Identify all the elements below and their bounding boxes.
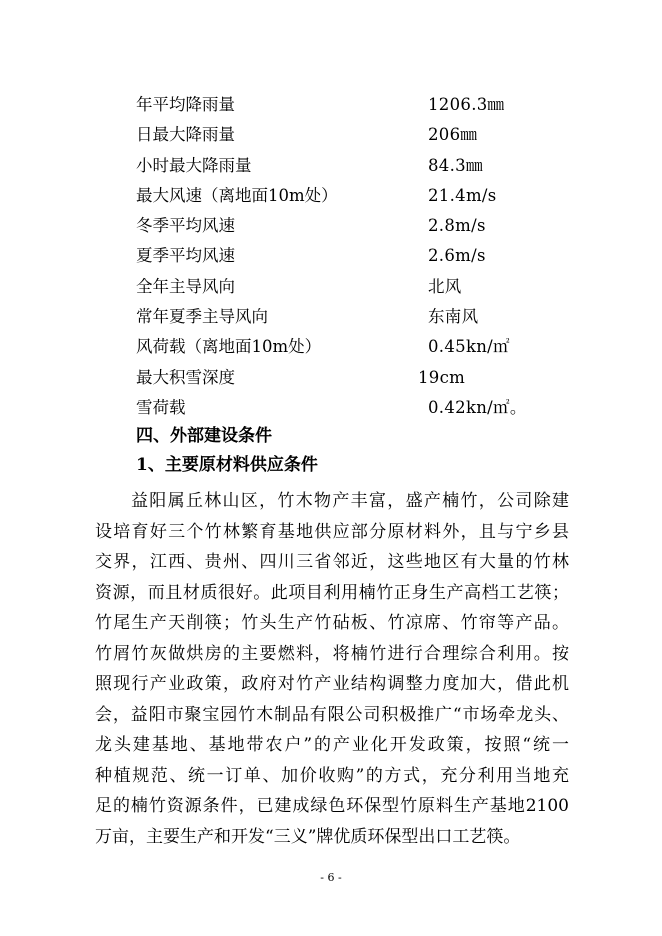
climate-label: 日最大降雨量 bbox=[136, 125, 235, 145]
paragraph-line: 照现行产业政策，政府对竹产业结构调整力度加大，借此机 bbox=[95, 674, 569, 694]
climate-label: 冬季平均风速 bbox=[136, 216, 235, 236]
climate-row bbox=[136, 151, 556, 181]
climate-label: 风荷载（离地面10m处） bbox=[136, 337, 322, 357]
section-heading: 四、外部建设条件 bbox=[136, 426, 272, 446]
page-number: - 6 - bbox=[320, 871, 342, 884]
climate-value: 84.3㎜ bbox=[428, 155, 483, 175]
paragraph-line: 会，益阳市聚宝园竹木制品有限公司积极推广“市场牵龙头、 bbox=[95, 704, 569, 725]
paragraph-line: 足的楠竹资源条件，已建成绿色环保型竹原料生产基地2100 bbox=[95, 796, 569, 816]
climate-label: 夏季平均风速 bbox=[136, 246, 235, 266]
climate-value: 2.6m/s bbox=[428, 246, 486, 266]
climate-row bbox=[136, 332, 556, 362]
climate-label: 小时最大降雨量 bbox=[136, 155, 252, 175]
climate-row bbox=[136, 241, 556, 271]
climate-value: 北风 bbox=[428, 276, 462, 296]
climate-label: 年平均降雨量 bbox=[136, 95, 235, 114]
climate-value: 21.4m/s bbox=[428, 185, 497, 205]
climate-row bbox=[136, 302, 556, 332]
climate-value: 2.8m/s bbox=[428, 216, 486, 236]
climate-value: 0.45kn/㎡ bbox=[428, 337, 510, 357]
climate-value: 19cm bbox=[418, 367, 466, 387]
climate-value: 206㎜ bbox=[428, 125, 478, 145]
paragraph-line: 资源，而且材质很好。此项目利用楠竹正身生产高档工艺筷； bbox=[95, 582, 569, 603]
paragraph-line: 设培育好三个竹林繁育基地供应部分原材料外，且与宁乡县 bbox=[95, 521, 569, 542]
paragraph-line: 益阳属丘林山区，竹木物产丰富，盛产楠竹，公司除建 bbox=[131, 491, 569, 511]
climate-value: 0.42kn/㎡。 bbox=[428, 397, 527, 417]
climate-row bbox=[136, 120, 556, 150]
body-paragraph bbox=[95, 486, 569, 852]
climate-row bbox=[136, 272, 556, 302]
climate-label: 最大风速（离地面10m处） bbox=[136, 185, 338, 205]
climate-row bbox=[136, 90, 556, 120]
climate-label: 最大积雪深度 bbox=[136, 367, 235, 387]
paragraph-line: 竹尾生产天削筷；竹头生产竹砧板、竹凉席、竹帘等产品。 bbox=[95, 613, 569, 633]
paragraph-line: 种植规范、统一订单、加价收购”的方式，充分利用当地充 bbox=[95, 765, 569, 786]
climate-label: 雪荷载 bbox=[136, 397, 186, 417]
climate-value: 东南风 bbox=[428, 307, 479, 327]
climate-parameter-list bbox=[136, 90, 556, 423]
subsection-heading: 1、主要原材料供应条件 bbox=[136, 455, 318, 475]
climate-label: 全年主导风向 bbox=[136, 276, 235, 296]
climate-label: 常年夏季主导风向 bbox=[136, 307, 268, 327]
paragraph-line: 龙头建基地、基地带农户”的产业化开发政策，按照“统一 bbox=[95, 735, 569, 755]
climate-row bbox=[136, 181, 556, 211]
climate-row bbox=[136, 211, 556, 241]
paragraph-line: 交界，江西、贵州、四川三省邻近，这些地区有大量的竹林 bbox=[95, 552, 569, 572]
climate-value: 1206.3㎜ bbox=[428, 95, 505, 114]
paragraph-line: 竹屑竹灰做烘房的主要燃料，将楠竹进行合理综合利用。按 bbox=[95, 643, 569, 664]
climate-row bbox=[136, 393, 556, 423]
paragraph-line: 万亩，主要生产和开发“三义”牌优质环保型出口工艺筷。 bbox=[95, 826, 521, 847]
climate-row bbox=[136, 363, 556, 393]
